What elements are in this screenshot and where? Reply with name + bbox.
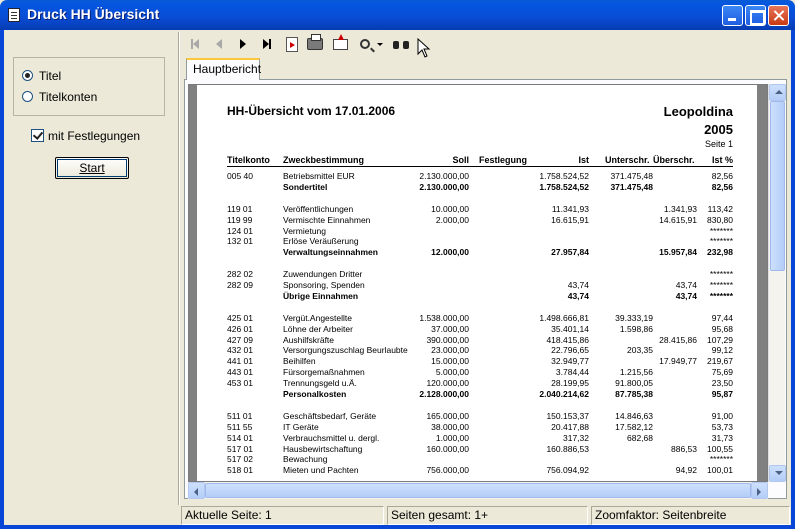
- cell-unterschr: 91.800,05: [615, 378, 653, 389]
- cell-ist-percent: *******: [709, 290, 733, 301]
- cell-titelkonto: 132 01: [227, 236, 253, 247]
- cell-zweck: Personalkosten: [283, 389, 347, 399]
- next-page-icon: [240, 39, 246, 49]
- header-festlegung: Festlegung: [479, 155, 528, 165]
- window-border-right: [791, 30, 795, 529]
- table-row: [197, 193, 757, 203]
- cell-zweck: Sponsoring, Spenden: [283, 280, 365, 290]
- cell-ist: 27.957,84: [551, 247, 589, 258]
- cell-unterschr: 371.475,48: [610, 171, 653, 181]
- report-title: HH-Übersicht vom 17.01.2006: [227, 104, 396, 118]
- cell-ist: 32.949,77: [551, 356, 589, 367]
- cell-ist-percent: 95,87: [711, 389, 733, 399]
- arrow-right-icon: [757, 488, 761, 496]
- table-row: [197, 226, 757, 236]
- cell-ist-percent: 100,01: [707, 465, 733, 476]
- cell-soll: 165.000,00: [426, 410, 469, 421]
- cell-unterschr: 87.785,38: [615, 389, 653, 399]
- zoom-icon: [360, 39, 370, 49]
- table-row: [197, 258, 757, 268]
- first-page-arrow-icon: [193, 39, 199, 49]
- cell-soll: 2.000,00: [435, 214, 469, 225]
- table-row-subtotal: [197, 247, 757, 257]
- cell-ueberschr: 28.415,86: [659, 334, 697, 345]
- cell-ist: 11.341,93: [551, 203, 589, 214]
- cell-zweck: Hausbewirtschaftung: [283, 443, 363, 454]
- cell-ist-percent: *******: [709, 269, 733, 280]
- status-total-pages: Seiten gesamt: 1+: [387, 506, 588, 525]
- header-unterschr: Unterschr.: [605, 155, 650, 165]
- cell-ist: 1.758.524,52: [539, 181, 589, 192]
- cell-titelkonto: 282 09: [227, 280, 253, 290]
- cell-titelkonto: 511 55: [227, 421, 253, 432]
- cell-ueberschr: 886,53: [671, 443, 697, 454]
- cell-zweck: Vermischte Einnahmen: [283, 214, 371, 225]
- search-button[interactable]: [391, 33, 411, 55]
- cell-unterschr: 14.846,63: [615, 410, 653, 421]
- cell-ist-percent: 82,56: [711, 181, 733, 192]
- binoculars-icon: [393, 39, 409, 49]
- cell-ueberschr: 14.615,91: [659, 214, 697, 225]
- header-ist-percent: Ist %: [711, 155, 733, 165]
- cell-ist-percent: 82,56: [711, 171, 733, 181]
- horizontal-scroll-thumb[interactable]: [205, 483, 751, 498]
- cell-ueberschr: 15.957,84: [659, 247, 697, 258]
- arrow-down-icon: [775, 471, 783, 475]
- report-type-group: [13, 57, 165, 116]
- export-button[interactable]: [330, 33, 350, 55]
- cell-ist: 43,74: [567, 280, 589, 290]
- cell-ist-percent: *******: [709, 236, 733, 247]
- report-page: [197, 85, 757, 482]
- vertical-scrollbar[interactable]: [768, 84, 785, 482]
- radio-titelkonten-dot[interactable]: [22, 91, 33, 102]
- cell-ist: 35.401,14: [551, 323, 589, 334]
- table-row-subtotal: [197, 389, 757, 399]
- table-row: [197, 324, 757, 334]
- cell-ist-percent: 232,98: [707, 247, 733, 258]
- printer-icon: [307, 38, 323, 50]
- cell-unterschr: 682,68: [627, 432, 653, 443]
- cell-ist: 150.153,37: [546, 410, 589, 421]
- last-page-button[interactable]: [257, 33, 277, 55]
- table-row: [197, 345, 757, 355]
- header-soll: Soll: [452, 155, 469, 165]
- cell-ist: 16.615,91: [551, 214, 589, 225]
- cell-soll: 12.000,00: [431, 247, 469, 258]
- minimize-button[interactable]: [722, 5, 743, 26]
- cell-unterschr: 17.582,12: [615, 421, 653, 432]
- cell-ist-percent: 97,44: [711, 312, 733, 323]
- prev-page-icon: [216, 39, 222, 49]
- cell-titelkonto: 511 01: [227, 410, 253, 421]
- cell-zweck: Geschäftsbedarf, Geräte: [283, 410, 377, 421]
- cell-zweck: Beihilfen: [283, 356, 316, 367]
- arrow-up-icon: [775, 90, 783, 94]
- cell-unterschr: 39.333,19: [615, 312, 653, 323]
- cell-ist-percent: 113,42: [707, 203, 733, 214]
- cell-ist: 756.094,92: [546, 465, 589, 476]
- table-row: [197, 378, 757, 388]
- cell-soll: 15.000,00: [431, 356, 469, 367]
- cell-titelkonto: 518 01: [227, 465, 253, 476]
- table-row: [197, 313, 757, 323]
- cell-zweck: Veröffentlichungen: [283, 203, 354, 214]
- cell-zweck: Mieten und Pachten: [283, 465, 359, 476]
- cell-unterschr: 371.475,48: [610, 181, 653, 192]
- scroll-down-button[interactable]: [769, 465, 786, 482]
- cell-titelkonto: 453 01: [227, 378, 253, 389]
- cell-ist-percent: *******: [709, 225, 733, 236]
- cell-ist-percent: 53,73: [711, 421, 733, 432]
- cell-soll: 5.000,00: [435, 367, 469, 378]
- cell-zweck: Verbrauchsmittel u. dergl.: [283, 432, 380, 443]
- header-ist: Ist: [578, 155, 589, 165]
- cell-titelkonto: 517 02: [227, 454, 253, 465]
- table-row: [197, 411, 757, 421]
- festlegungen-label: mit Festlegungen: [48, 129, 141, 143]
- cell-titelkonto: 282 02: [227, 269, 253, 280]
- table-row: [197, 171, 757, 181]
- table-row-subtotal: [197, 182, 757, 192]
- table-row: [197, 454, 757, 464]
- report-viewport[interactable]: [188, 84, 768, 482]
- cell-ist-percent: 91,00: [711, 410, 733, 421]
- cell-soll: 756.000,00: [426, 465, 469, 476]
- prev-page-button[interactable]: [209, 33, 229, 55]
- cell-ist: 160.886,53: [546, 443, 589, 454]
- cell-ist: 43,74: [567, 290, 589, 301]
- scroll-left-button[interactable]: [188, 482, 205, 499]
- cell-ist-percent: 219,67: [707, 356, 733, 367]
- cell-soll: 390.000,00: [426, 334, 469, 345]
- report-page-number: Seite 1: [704, 139, 733, 149]
- cell-soll: 23.000,00: [431, 345, 469, 356]
- cell-ist-percent: 830,80: [707, 214, 733, 225]
- radio-titel-dot[interactable]: [22, 70, 33, 81]
- cell-soll: 2.130.000,00: [419, 171, 469, 181]
- cell-ist-percent: 23,50: [711, 378, 733, 389]
- cell-soll: 38.000,00: [431, 421, 469, 432]
- last-page-bar-icon: [269, 39, 271, 49]
- cell-ist-percent: 95,68: [711, 323, 733, 334]
- cell-ist: 317,32: [563, 432, 589, 443]
- radio-titelkonten[interactable]: [22, 89, 162, 105]
- cell-unterschr: 1.598,86: [619, 323, 653, 334]
- cell-zweck: Übrige Einnahmen: [283, 290, 359, 301]
- cell-zweck: Vermietung: [283, 225, 326, 236]
- header-titelkonto: Titelkonto: [227, 155, 270, 165]
- table-row: [197, 465, 757, 475]
- cell-zweck: Aushilfskräfte: [283, 334, 335, 345]
- cell-titelkonto: 119 99: [227, 214, 253, 225]
- cell-titelkonto: 514 01: [227, 432, 253, 443]
- cell-zweck: Sondertitel: [283, 181, 328, 192]
- table-row: [197, 280, 757, 290]
- report-year: 2005: [704, 122, 733, 137]
- cell-ist-percent: 75,69: [711, 367, 733, 378]
- status-current-page: Aktuelle Seite: 1: [181, 506, 384, 525]
- maximize-button[interactable]: [745, 5, 766, 26]
- title-bar: [0, 0, 795, 30]
- start-button[interactable]: [55, 157, 129, 179]
- first-page-button[interactable]: [185, 33, 205, 55]
- cell-ueberschr: 43,74: [675, 290, 697, 301]
- cell-zweck: Zuwendungen Dritter: [283, 269, 363, 280]
- cell-unterschr: 1.215,56: [619, 367, 653, 378]
- cell-titelkonto: 432 01: [227, 345, 253, 356]
- cell-titelkonto: 119 01: [227, 203, 253, 214]
- cell-ist-percent: 100,55: [707, 443, 733, 454]
- cell-ist-percent: 31,73: [711, 432, 733, 443]
- cell-ist: 28.199,95: [551, 378, 589, 389]
- cell-unterschr: 203,35: [627, 345, 653, 356]
- close-button[interactable]: [768, 5, 789, 26]
- cell-soll: 160.000,00: [426, 443, 469, 454]
- table-row: [197, 356, 757, 366]
- cell-ist: 1.758.524,52: [539, 171, 589, 181]
- report-institution: Leopoldina: [663, 104, 733, 119]
- cell-titelkonto: 425 01: [227, 312, 253, 323]
- cell-zweck: Betriebsmittel EUR: [283, 171, 355, 181]
- cell-titelkonto: 426 01: [227, 323, 253, 334]
- start-label: Start: [79, 161, 105, 175]
- cell-ist: 2.040.214,62: [539, 389, 589, 399]
- cell-titelkonto: 517 01: [227, 443, 253, 454]
- cell-zweck: Vergüt.Angestellte: [283, 312, 352, 323]
- status-bar: [4, 505, 791, 525]
- cell-zweck: IT Geräte: [283, 421, 319, 432]
- window-title: Druck HH Übersicht: [27, 6, 160, 22]
- header-separator: [227, 166, 733, 167]
- cell-zweck: Bewachung: [283, 454, 328, 465]
- next-page-button[interactable]: [233, 33, 253, 55]
- cell-ist: 22.796,65: [551, 345, 589, 356]
- cell-ist: 20.417,88: [551, 421, 589, 432]
- zoom-button[interactable]: [355, 33, 375, 55]
- goto-page-icon: [286, 37, 298, 52]
- window-border-left: [0, 30, 4, 529]
- cell-soll: 1.538.000,00: [419, 312, 469, 323]
- cell-ueberschr: 94,92: [675, 465, 697, 476]
- cell-zweck: Erlöse Veräußerung: [283, 236, 359, 247]
- cell-ist-percent: 107,29: [707, 334, 733, 345]
- cell-titelkonto: 427 09: [227, 334, 253, 345]
- cell-zweck: Löhne der Arbeiter: [283, 323, 353, 334]
- cell-ueberschr: 1.341,93: [663, 203, 697, 214]
- radio-titel[interactable]: [22, 68, 162, 84]
- table-row: [197, 269, 757, 279]
- horizontal-scrollbar[interactable]: [188, 482, 768, 499]
- cell-soll: 37.000,00: [431, 323, 469, 334]
- cell-ist: 1.498.666,81: [539, 312, 589, 323]
- radio-titelkonten-label: Titelkonten: [39, 90, 98, 104]
- cell-zweck: Versorgungszuschlag Beurlaubte: [283, 345, 408, 356]
- cell-titelkonto: 441 01: [227, 356, 253, 367]
- status-zoom: Zoomfaktor: Seitenbreite: [591, 506, 790, 525]
- chevron-down-icon: [377, 43, 383, 46]
- table-row: [197, 236, 757, 246]
- cell-soll: 10.000,00: [431, 203, 469, 214]
- cell-ist: 3.784,44: [555, 367, 589, 378]
- table-row: [197, 302, 757, 312]
- table-row: [197, 367, 757, 377]
- cell-soll: 1.000,00: [435, 432, 469, 443]
- panel-divider: [178, 32, 180, 506]
- radio-titel-label: Titel: [39, 69, 62, 83]
- table-row: [197, 204, 757, 214]
- table-row: [197, 444, 757, 454]
- cell-ist-percent: 99,12: [711, 345, 733, 356]
- table-row: [197, 335, 757, 345]
- zoom-dropdown[interactable]: [375, 33, 385, 55]
- table-row: [197, 215, 757, 225]
- cell-soll: 2.128.000,00: [419, 389, 469, 399]
- scroll-up-button[interactable]: [769, 84, 786, 101]
- tab-hauptbericht[interactable]: Hauptbericht: [186, 58, 260, 80]
- table-row: [197, 400, 757, 410]
- table-row: [197, 422, 757, 432]
- export-icon: [333, 39, 348, 50]
- cell-titelkonto: 443 01: [227, 367, 253, 378]
- table-row: [197, 433, 757, 443]
- festlegungen-checkbox[interactable]: [31, 129, 44, 142]
- cell-zweck: Verwaltungseinnahmen: [283, 247, 378, 258]
- header-zweckbestimmung: Zweckbestimmung: [283, 155, 365, 165]
- scroll-right-button[interactable]: [751, 482, 768, 499]
- cell-zweck: Trennungsgeld u.Ä.: [283, 378, 357, 389]
- cell-ist-percent: *******: [709, 454, 733, 465]
- table-row-subtotal: [197, 291, 757, 301]
- cell-titelkonto: 124 01: [227, 225, 253, 236]
- vertical-scroll-thumb[interactable]: [770, 101, 785, 271]
- cell-ist: 418.415,86: [546, 334, 589, 345]
- cell-titelkonto: 005 40: [227, 171, 253, 181]
- goto-page-button[interactable]: [282, 33, 302, 55]
- cell-soll: 2.130.000,00: [419, 181, 469, 192]
- window-border-bottom: [0, 525, 795, 529]
- cell-ueberschr: 43,74: [675, 280, 697, 290]
- header-ueberschr: Überschr.: [653, 155, 695, 165]
- print-button[interactable]: [305, 33, 325, 55]
- cell-soll: 120.000,00: [426, 378, 469, 389]
- cell-zweck: Fürsorgemaßnahmen: [283, 367, 365, 378]
- arrow-left-icon: [194, 488, 198, 496]
- cell-ist-percent: *******: [709, 280, 733, 290]
- cell-ueberschr: 17.949,77: [659, 356, 697, 367]
- app-icon: [8, 8, 20, 22]
